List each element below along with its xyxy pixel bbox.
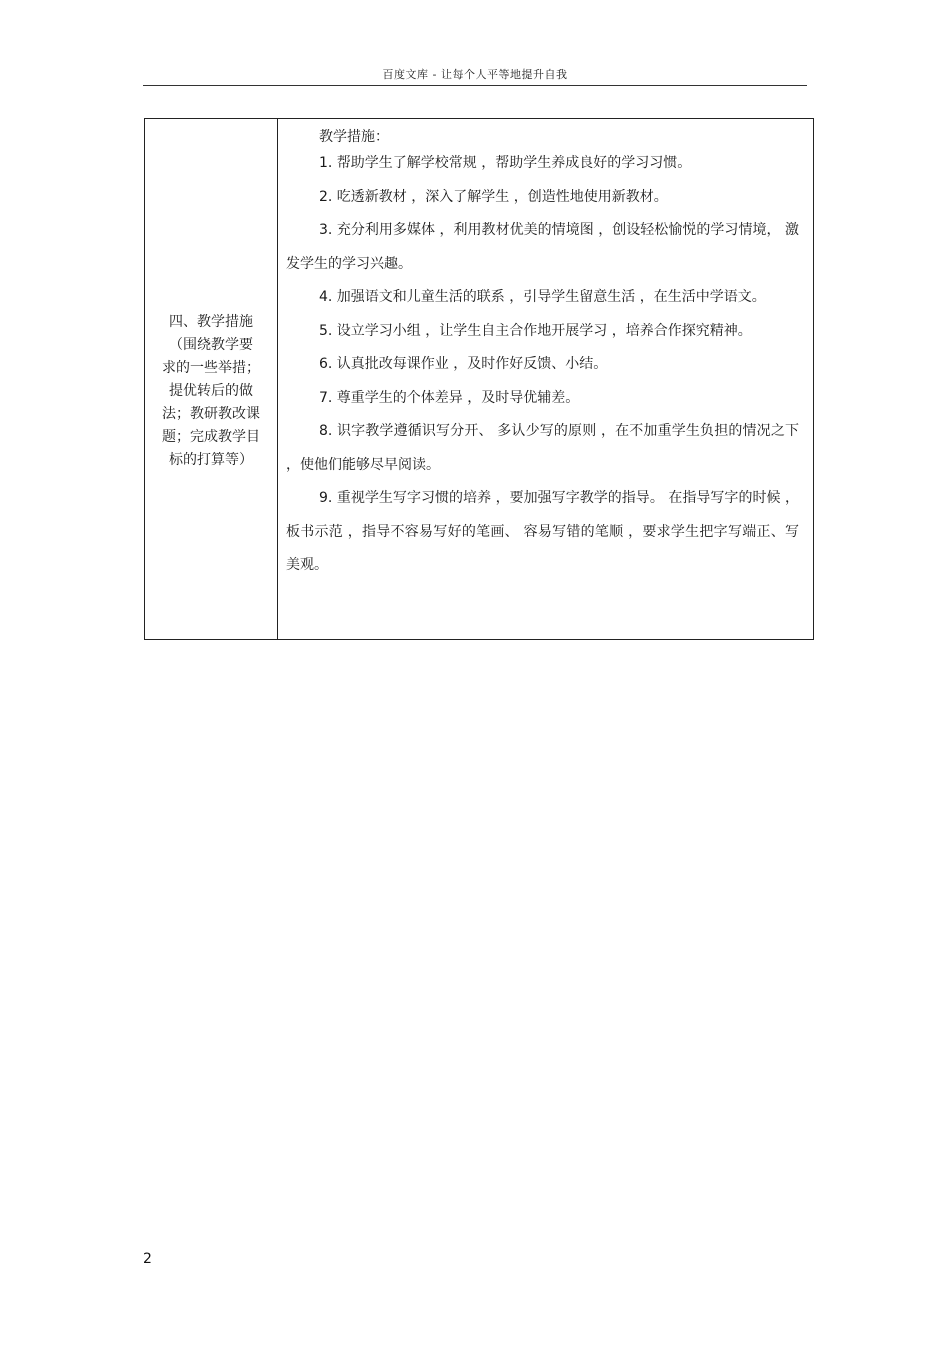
measure-item: 1. 帮助学生了解学校常规 ，帮助学生养成良好的学习习惯。 <box>319 155 692 171</box>
section-label-cell <box>145 119 278 639</box>
page-number: 2 <box>143 1251 152 1267</box>
measure-item: 2. 吃透新教材 ，深入了解学生 ，创造性地使用新教材。 <box>319 188 668 205</box>
header-divider <box>143 85 807 86</box>
section-label: 四、教学措施 （围绕教学要 求的一些举措； 提优转后的做 法；教研教改课 题；完成教学目 标的打算等） <box>162 313 260 468</box>
teaching-measures-table <box>144 118 814 640</box>
measure-item: 6. 认真批改每课作业 ，及时作好反馈、小结。 <box>319 356 608 372</box>
section-content-cell <box>278 119 813 639</box>
measure-item: 7. 尊重学生的个体差异 ，及时导优辅差。 <box>319 389 580 406</box>
measure-item: 3. 充分利用多媒体 ，利用教材优美的情境图 ，创设轻松愉悦的学习情境， 激发学生的学习兴趣。 <box>286 222 800 272</box>
measure-item: 9. 重视学生写字习惯的培养 ，要加强写字教学的指导。 在指导写字的时候 ，板书示范 ，指导不容易写好的笔画、 容易写错的笔顺 ，要求学生把字写端正、写美观。 <box>286 490 800 573</box>
measure-item: 4. 加强语文和儿童生活的联系 ，引导学生留意生活 ，在生活中学语文。 <box>319 289 766 305</box>
content-heading: 教学措施： <box>319 129 389 145</box>
measure-item: 8. 识字教学遵循识写分开、 多认少写的原则 ，在不加重学生负担的情况之下 ，使他们能够尽早阅读。 <box>286 423 799 473</box>
measure-item: 5. 设立学习小组 ，让学生自主合作地开展学习 ，培养合作探究精神。 <box>319 322 752 339</box>
page-header: 百度文库 - 让每个人平等地提升自我 <box>382 68 568 81</box>
